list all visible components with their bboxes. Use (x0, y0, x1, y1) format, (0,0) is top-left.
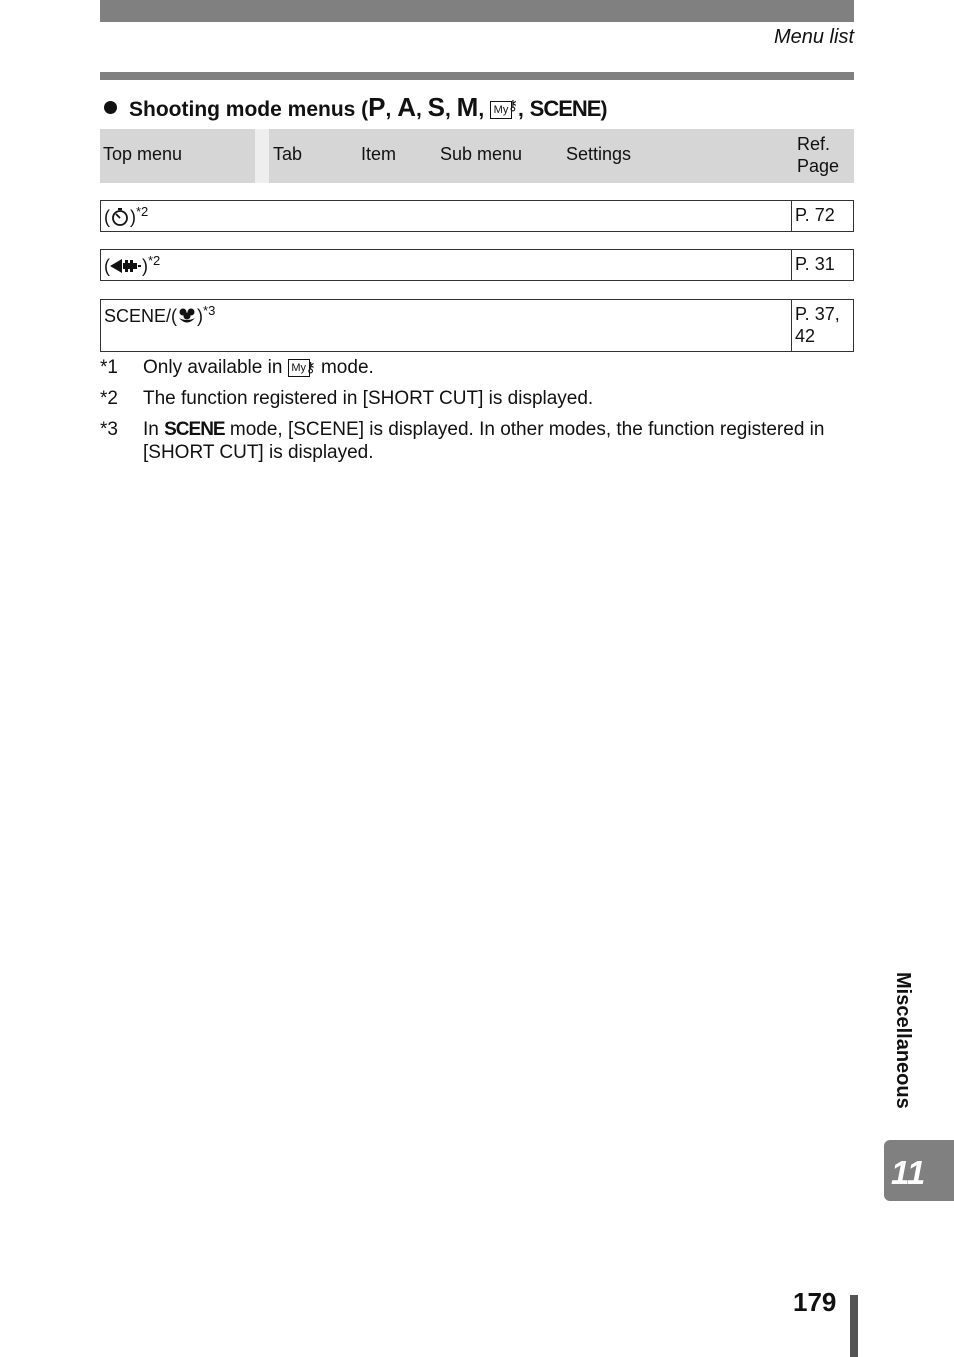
row-ref-page: P. 31 (791, 250, 853, 280)
page-number-bar (850, 1295, 858, 1357)
page-number: 179 (793, 1287, 837, 1317)
image-quality-icon (110, 257, 142, 275)
running-head: Menu list (773, 26, 854, 48)
mode-s-icon: S (427, 92, 445, 122)
chapter-tab: 11 (884, 1140, 954, 1201)
row-label: SCENE/( )$^{*3}$ (104, 303, 216, 326)
footnote-2: *2 The function registered in [SHORT CUT] is displayed. (100, 388, 594, 409)
row-ref-page: P. 37, 42 (791, 300, 853, 351)
mode-p-icon: P (368, 92, 386, 122)
myset-mode-icon: My ⚷ (490, 97, 518, 119)
table-header (100, 129, 854, 183)
table-row (100, 299, 854, 352)
row-label: ( )$^{*2}$ (104, 253, 161, 276)
header-settings: Settings (566, 144, 632, 164)
scene-mode-icon: SCENE (529, 96, 601, 121)
myset-mode-icon: My ⚷ (288, 356, 316, 376)
header-rule (100, 72, 854, 80)
mode-a-icon: A (397, 92, 416, 122)
section-suffix: ) (600, 98, 608, 121)
self-timer-icon (110, 208, 130, 226)
section-title: Shooting mode menus (P, A, S, M, My ⚷ , SCENE) (104, 92, 607, 123)
header-ref-page: Ref. Page (797, 134, 840, 176)
footnotes (100, 356, 860, 472)
section-prefix: Shooting mode menus ( (129, 98, 369, 121)
table-row (100, 200, 854, 232)
row-label: ( )$^{*2}$ (104, 204, 149, 227)
row-ref-page: P. 72 (791, 201, 853, 231)
bullet-icon (104, 101, 117, 114)
table-row (100, 249, 854, 281)
header-tab: Tab (273, 144, 303, 164)
footnote-3: *3 In SCENE mode, [SCENE] is displayed. In other modes, the function registered in [SHORT CUT] is displayed. (100, 419, 825, 463)
header-item: Item (361, 144, 397, 164)
header-sub-menu: Sub menu (440, 144, 523, 164)
scene-mode-icon: SCENE (164, 419, 225, 440)
side-section-label: Miscellaneous (892, 972, 914, 1109)
top-header-bar (100, 0, 854, 22)
macro-flower-icon (177, 307, 197, 325)
mode-m-icon: M (456, 92, 479, 122)
header-top-menu: Top menu (103, 144, 183, 164)
footnote-1: *1 Only available in My ⚷ mode. (100, 357, 374, 378)
